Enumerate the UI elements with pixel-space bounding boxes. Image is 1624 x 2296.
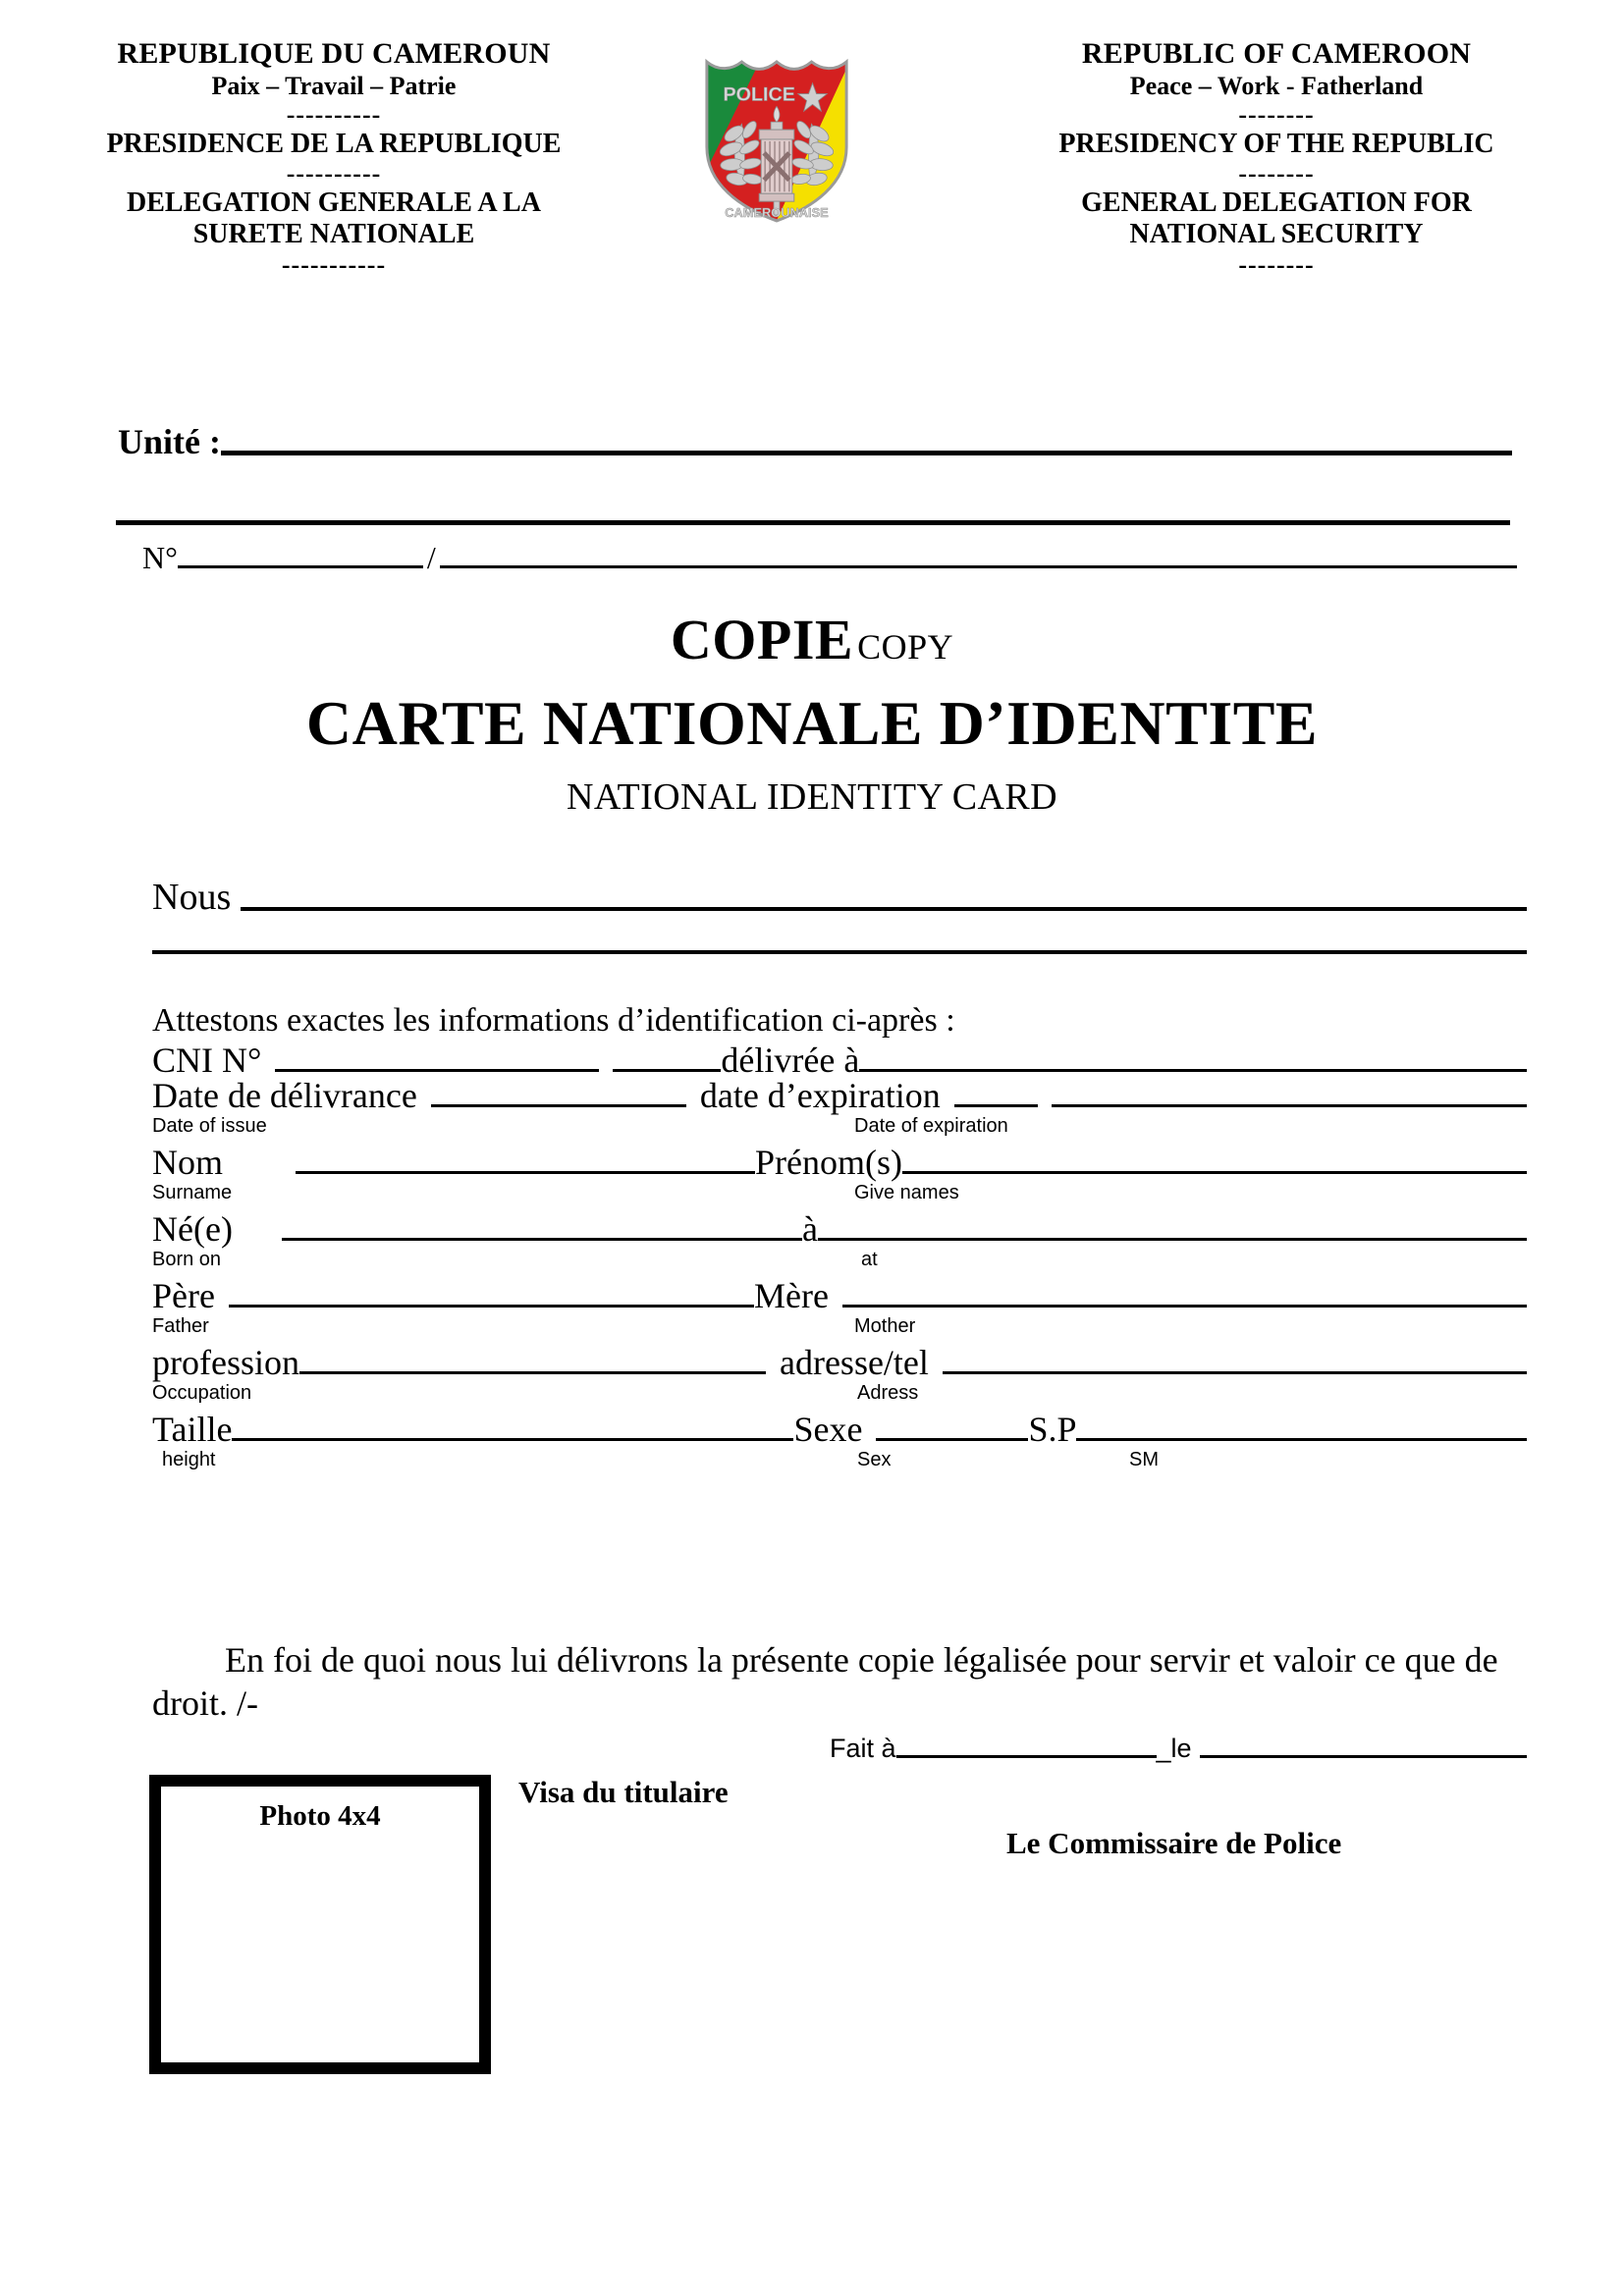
prenom-label: Prénom(s) bbox=[755, 1143, 902, 1183]
taille-input-line[interactable] bbox=[232, 1438, 793, 1441]
header-fr-country: REPUBLIQUE DU CAMEROUN bbox=[117, 37, 551, 70]
header-fr-divider-2: ---------- bbox=[286, 159, 382, 188]
attestation-text: Attestons exactes les informations d’identification ci-après : bbox=[152, 1002, 955, 1039]
address-label-en: Adress bbox=[857, 1382, 919, 1405]
row-surname-givenname bbox=[152, 1143, 1527, 1183]
header-english-block bbox=[943, 37, 1610, 278]
date-delivrance-label: Date de délivrance bbox=[152, 1076, 417, 1116]
header-en-delegation-line1: GENERAL DELEGATION FOR bbox=[1081, 187, 1472, 218]
taille-label: Taille bbox=[152, 1410, 233, 1450]
nous-input-line-2[interactable] bbox=[152, 950, 1527, 954]
main-title-fr: CARTE NATIONALE D’IDENTITE bbox=[305, 688, 1319, 758]
unite-input-line-2[interactable] bbox=[116, 520, 1510, 525]
numero-field-row bbox=[142, 542, 1517, 573]
occupation-label-en: Occupation bbox=[152, 1382, 252, 1405]
numero-input-line[interactable] bbox=[178, 565, 423, 568]
nous-label: Nous bbox=[152, 877, 232, 918]
header-en-divider-3: -------- bbox=[1238, 249, 1315, 279]
surname-label-en: Surname bbox=[152, 1182, 233, 1204]
row-date-of-issue bbox=[152, 1076, 1527, 1116]
date-expiration-label: date d’expiration bbox=[699, 1076, 941, 1116]
subrow-parents-labels bbox=[152, 1315, 1527, 1345]
subrow-name-labels bbox=[152, 1182, 1527, 1211]
header-en-presidency: PRESIDENCY OF THE REPUBLIC bbox=[1058, 128, 1494, 159]
profession-label: profession bbox=[152, 1343, 299, 1383]
header-fr-presidency: PRESIDENCE DE LA REPUBLIQUE bbox=[106, 128, 562, 159]
pere-input-line[interactable] bbox=[229, 1305, 754, 1308]
givenname-label-en: Give names bbox=[854, 1182, 959, 1204]
adresse-tel-input-line[interactable] bbox=[943, 1371, 1527, 1374]
sexe-input-line[interactable] bbox=[876, 1438, 1028, 1441]
profession-input-line[interactable] bbox=[299, 1371, 766, 1374]
header-en-divider-1: -------- bbox=[1238, 100, 1315, 130]
mere-label: Mère bbox=[753, 1276, 829, 1316]
adresse-tel-label: adresse/tel bbox=[779, 1343, 929, 1383]
delivree-a-label: délivrée à bbox=[721, 1041, 860, 1081]
nee-label: Né(e) bbox=[152, 1209, 233, 1250]
date-expiration-input-line-short[interactable] bbox=[954, 1104, 1038, 1107]
header-fr-divider-3: ----------- bbox=[281, 249, 387, 279]
subrow-date-labels bbox=[152, 1115, 1527, 1145]
subrow-height-labels bbox=[152, 1449, 1527, 1478]
header-en-divider-2: -------- bbox=[1238, 159, 1315, 188]
emblem-camerounaise-text: CAMEROUNAISE bbox=[725, 204, 829, 220]
photo-inner-frame bbox=[158, 1784, 482, 2065]
sp-label: S.P bbox=[1028, 1410, 1077, 1450]
subrow-occupation-labels bbox=[152, 1382, 1527, 1412]
sex-label-en: Sex bbox=[857, 1449, 892, 1471]
date-of-issue-label-en: Date of issue bbox=[152, 1115, 267, 1138]
photo-label: Photo 4x4 bbox=[259, 1800, 381, 1832]
main-title-en: NATIONAL IDENTITY CARD bbox=[567, 776, 1057, 818]
father-label-en: Father bbox=[152, 1315, 209, 1338]
header-fr-divider-1: ---------- bbox=[286, 100, 382, 130]
born-at-label-en: at bbox=[861, 1249, 878, 1271]
date-delivrance-input-line[interactable] bbox=[431, 1104, 686, 1107]
header-en-delegation-line2: NATIONAL SECURITY bbox=[1129, 219, 1424, 250]
mother-label-en: Mother bbox=[854, 1315, 916, 1338]
birth-place-input-line[interactable] bbox=[818, 1238, 1527, 1241]
delivree-a-input-line[interactable] bbox=[859, 1069, 1527, 1072]
date-expiration-input-line[interactable] bbox=[1052, 1104, 1527, 1107]
nous-field-row bbox=[152, 879, 1527, 916]
le-label: _le bbox=[1156, 1734, 1192, 1763]
date-of-expiration-label-en: Date of expiration bbox=[854, 1115, 1008, 1138]
header-en-motto: Peace – Work - Fatherland bbox=[1129, 72, 1424, 101]
sexe-label: Sexe bbox=[793, 1410, 863, 1450]
closing-paragraph: En foi de quoi nous lui délivrons la présente copie légalisée pour servir et valoir ce que de droit. /- bbox=[152, 1640, 1498, 1723]
row-birth bbox=[152, 1209, 1527, 1250]
born-on-label-en: Born on bbox=[152, 1249, 222, 1271]
nous-input-line[interactable] bbox=[241, 907, 1527, 911]
row-occupation-address bbox=[152, 1343, 1527, 1383]
mere-input-line-short[interactable] bbox=[842, 1305, 896, 1308]
header-fr-delegation-line2: SURETE NATIONALE bbox=[192, 219, 475, 250]
unite-input-line[interactable] bbox=[221, 451, 1512, 455]
sp-input-line[interactable] bbox=[1076, 1438, 1527, 1441]
header-fr-delegation-line1: DELEGATION GENERALE A LA bbox=[127, 187, 541, 218]
photo-placeholder-box[interactable] bbox=[149, 1775, 491, 2074]
nom-input-line[interactable] bbox=[296, 1171, 755, 1174]
numero-year-input-line[interactable] bbox=[440, 565, 1517, 568]
row-height-sex-sm bbox=[152, 1410, 1527, 1450]
nee-input-line[interactable] bbox=[282, 1238, 802, 1241]
fait-a-input-line[interactable] bbox=[896, 1755, 1157, 1758]
commissaire-police-label: Le Commissaire de Police bbox=[1006, 1826, 1342, 1860]
copie-title-fr: COPIE bbox=[670, 608, 854, 671]
copie-title-en: COPY bbox=[857, 627, 954, 667]
row-parents bbox=[152, 1276, 1527, 1316]
le-input-line[interactable] bbox=[1200, 1755, 1527, 1758]
visa-titulaire-label: Visa du titulaire bbox=[518, 1775, 729, 1809]
pere-label: Père bbox=[152, 1276, 215, 1316]
fait-a-le-row bbox=[830, 1735, 1527, 1762]
cni-number-input-line-extra[interactable] bbox=[613, 1069, 721, 1072]
nom-label: Nom bbox=[152, 1143, 223, 1183]
birth-place-label: à bbox=[801, 1209, 818, 1250]
mere-input-line[interactable] bbox=[896, 1305, 1527, 1308]
police-cameroun-emblem-icon bbox=[699, 49, 854, 226]
numero-slash: / bbox=[426, 540, 436, 575]
height-label-en: height bbox=[162, 1449, 216, 1471]
emblem-police-text: POLICE bbox=[723, 83, 795, 106]
cni-number-input-line[interactable] bbox=[275, 1069, 599, 1072]
subrow-birth-labels bbox=[152, 1249, 1527, 1278]
header-fr-motto: Paix – Travail – Patrie bbox=[211, 72, 457, 101]
prenom-input-line[interactable] bbox=[902, 1171, 1527, 1174]
header-french-block bbox=[10, 37, 658, 278]
unite-field-row bbox=[118, 424, 1512, 459]
cni-number-label: CNI N° bbox=[152, 1041, 262, 1081]
numero-label: N° bbox=[142, 540, 178, 575]
copie-title-row bbox=[0, 607, 1624, 672]
identification-form bbox=[152, 1001, 1527, 1478]
unite-label: Unité : bbox=[118, 422, 221, 461]
row-cni-number bbox=[152, 1041, 1527, 1081]
sm-label-en: SM bbox=[1129, 1449, 1159, 1471]
header-en-country: REPUBLIC OF CAMEROON bbox=[1081, 37, 1472, 70]
fait-a-label: Fait à bbox=[830, 1734, 896, 1763]
